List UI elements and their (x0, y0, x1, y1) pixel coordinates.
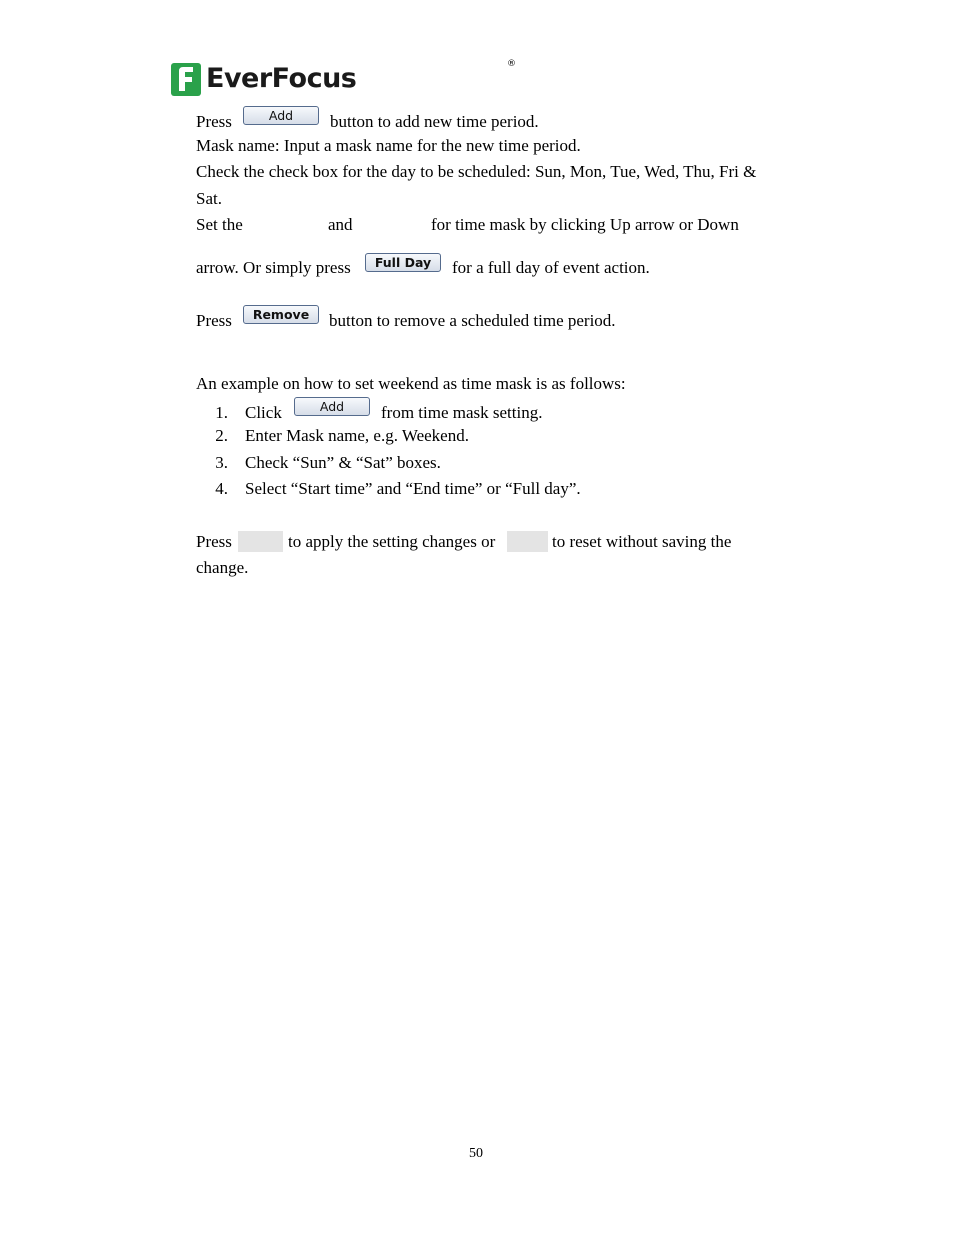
step-number: 3. (215, 453, 228, 472)
step-4-text: Select “Start time” and “End time” or “Full day”. (245, 479, 581, 498)
p1-press: Press (196, 112, 232, 131)
final-change-text: change. (196, 558, 249, 577)
apply-text: to apply the setting changes or (288, 532, 496, 551)
final-press: Press (196, 532, 232, 551)
p5-press: Press (196, 311, 232, 330)
set-the-text: Set the (196, 215, 243, 234)
reset-button-placeholder[interactable] (507, 531, 548, 552)
step-1-text: from time mask setting. (381, 403, 543, 422)
step-1-click: Click (245, 403, 282, 422)
step-number: 2. (215, 426, 228, 445)
full-day-button[interactable]: Full Day (365, 253, 441, 272)
step-1-add-button[interactable]: Add (294, 397, 370, 416)
add-button[interactable]: Add (243, 106, 319, 125)
p1-text: button to add new time period. (330, 112, 539, 131)
step-2-text: Enter Mask name, e.g. Weekend. (245, 426, 469, 445)
remove-button[interactable]: Remove (243, 305, 319, 324)
step-number: 4. (215, 479, 228, 498)
page-number: 50 (469, 1146, 483, 1161)
full-day-text: for a full day of event action. (452, 258, 650, 277)
mask-name-text: Mask name: Input a mask name for the new time period. (196, 136, 581, 155)
reset-text: to reset without saving the (552, 532, 732, 551)
registered-mark: ® (507, 59, 516, 69)
simply-press-text: arrow. Or simply press (196, 258, 351, 277)
step-number: 1. (215, 403, 228, 422)
example-intro: An example on how to set weekend as time mask is as follows: (196, 374, 626, 393)
step-3-text: Check “Sun” & “Sat” boxes. (245, 453, 441, 472)
time-mask-text: for time mask by clicking Up arrow or Down (431, 215, 739, 234)
check-days-text: Check the check box for the day to be scheduled: Sun, Mon, Tue, Wed, Thu, Fri & (196, 162, 757, 181)
apply-button-placeholder[interactable] (238, 531, 283, 552)
remove-text: button to remove a scheduled time period. (329, 311, 616, 330)
everfocus-logo-icon (171, 61, 201, 96)
logo-brand-text: EverFocus (206, 63, 357, 94)
and-text: and (328, 215, 353, 234)
check-days-text-2: Sat. (196, 189, 222, 208)
